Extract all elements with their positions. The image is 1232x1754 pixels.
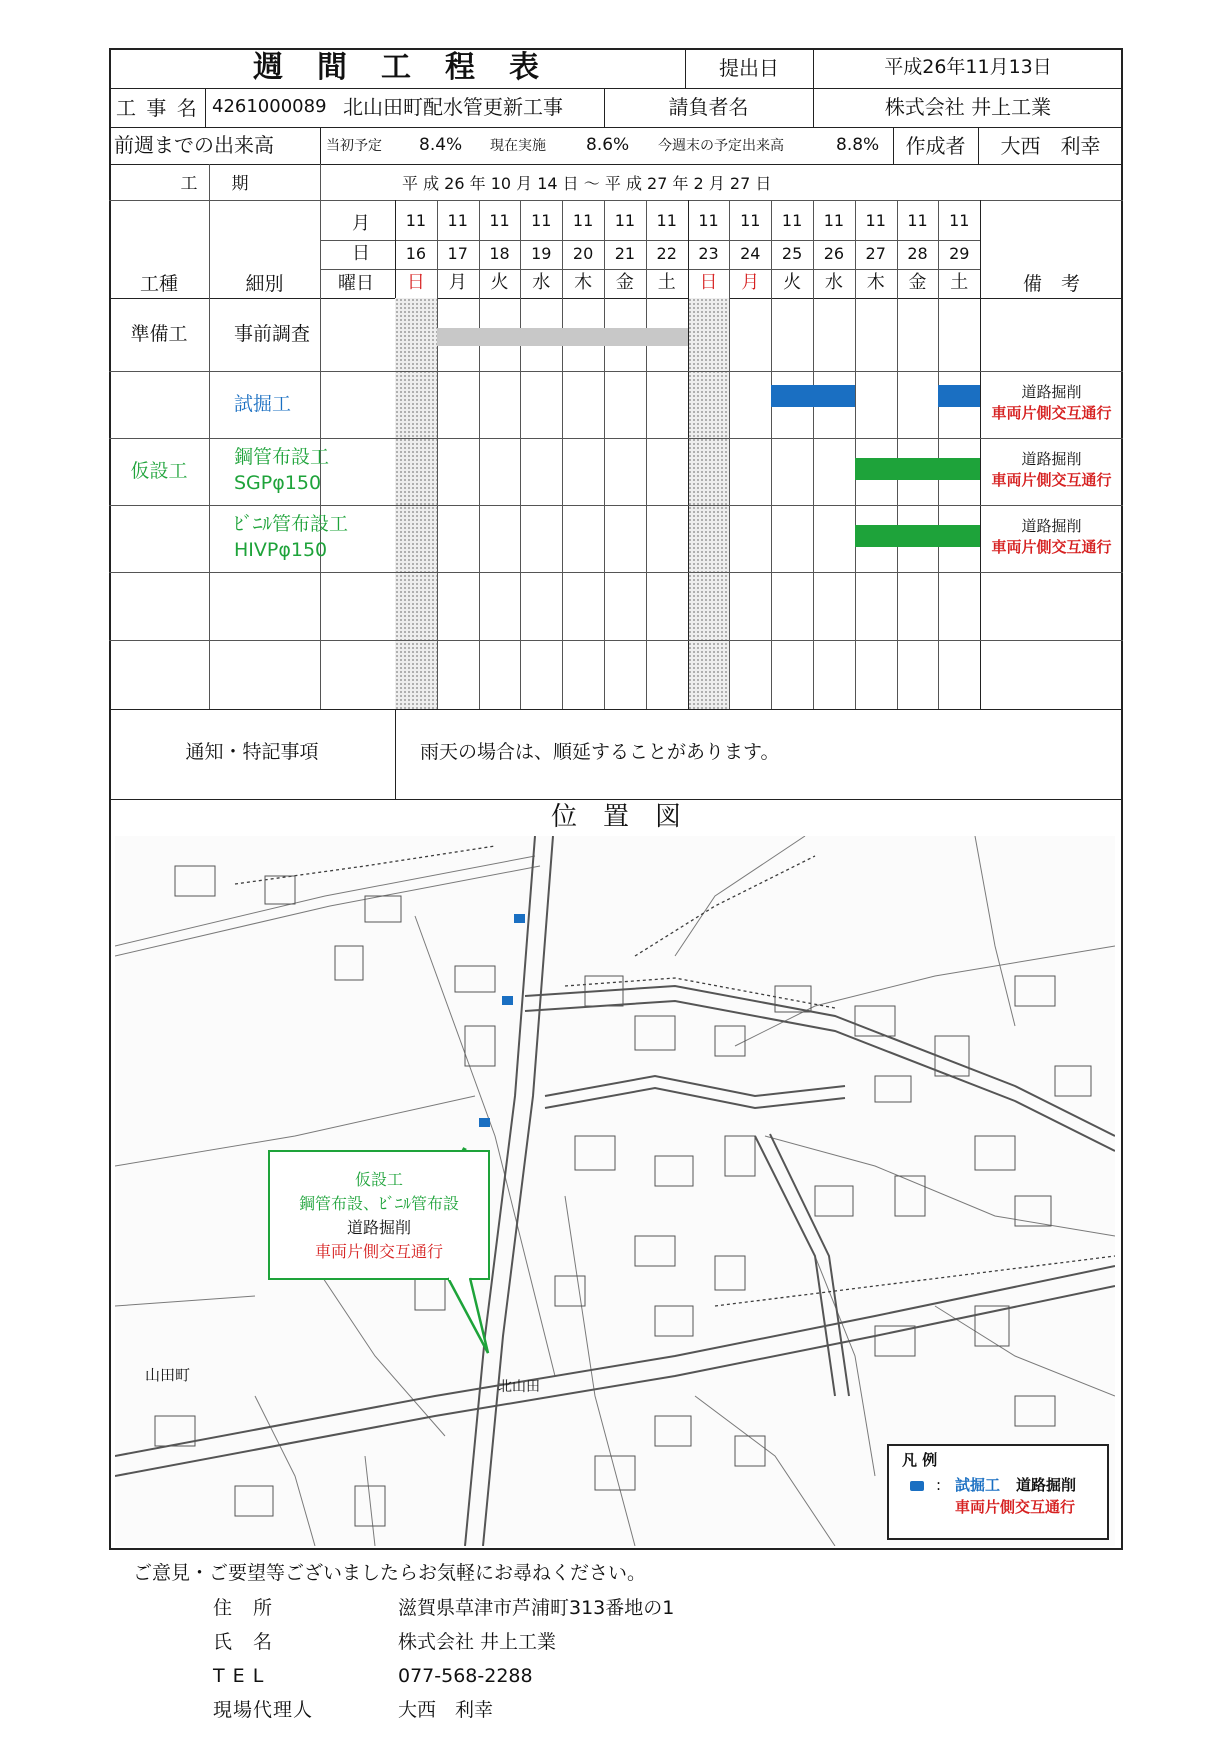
project-code: 4261000089	[212, 96, 327, 117]
day-cell: 27	[865, 244, 886, 263]
footer-value: 077-568-2288	[398, 1665, 533, 1687]
task-detail: 試掘工	[234, 392, 292, 415]
month-cell: 11	[740, 211, 761, 230]
task-row-line	[109, 572, 1123, 573]
day-cell: 18	[489, 244, 510, 263]
task-detail: 事前調査	[234, 322, 311, 345]
task-note-traffic: 車両片側交互通行	[991, 537, 1112, 556]
day-cell: 22	[656, 244, 677, 263]
footer-intro: ご意見・ご要望等ございましたらお気軽にお尋ねください。	[133, 1562, 647, 1584]
location-map	[115, 836, 1115, 1546]
gantt-bar	[437, 328, 688, 346]
weekday-cell: 土	[950, 272, 969, 293]
submit-date-label: 提出日	[719, 56, 779, 80]
callout-line-3: 道路掘削	[346, 1218, 411, 1237]
task-row-line	[109, 640, 1123, 641]
day-cell: 16	[405, 244, 427, 263]
task-type: 仮設工	[130, 459, 188, 482]
weekend-plan-label: 今週末の予定出来高	[658, 138, 784, 154]
weekday-cell: 月	[448, 272, 467, 293]
notice-label: 通知・特記事項	[185, 741, 319, 763]
day-cell: 26	[823, 244, 845, 263]
day-cell: 21	[614, 244, 636, 263]
period-value: 平 成 26 年 10 月 14 日 ～ 平 成 27 年 2 月 27 日	[402, 174, 772, 193]
footer-value: 株式会社 井上工業	[398, 1631, 557, 1653]
task-row-line	[109, 438, 1123, 439]
task-detail: 鋼管布設工	[234, 445, 330, 468]
footer-value: 滋賀県草津市芦浦町313番地の1	[398, 1597, 675, 1619]
notes-column-header: 備 考	[1022, 273, 1080, 295]
month-cell: 11	[405, 211, 427, 230]
month-cell: 11	[907, 211, 928, 230]
month-cell: 11	[531, 211, 552, 230]
month-cell: 11	[489, 211, 510, 230]
weekday-cell: 日	[699, 272, 718, 293]
weekday-cell: 月	[741, 272, 760, 293]
month-cell: 11	[447, 211, 468, 230]
month-cell: 11	[614, 211, 636, 230]
legend-item: 試掘工	[955, 1476, 1001, 1494]
holiday-shading	[688, 298, 730, 709]
place-label-yamadacho: 山田町	[145, 1366, 191, 1384]
legend-title: 凡 例	[902, 1451, 938, 1469]
weekday-cell: 火	[490, 272, 509, 293]
gantt-bar	[938, 385, 980, 407]
month-row-label: 月	[352, 213, 370, 234]
gantt-bar	[855, 525, 980, 547]
legend-item-3: 車両片側交互通行	[955, 1498, 1076, 1516]
document-title: 週 間 工 程 表	[253, 50, 541, 85]
contractor-label: 請負者名	[668, 95, 749, 119]
task-detail-spec: HIVPφ150	[234, 538, 328, 561]
month-cell: 11	[572, 211, 594, 230]
place-label-kitayamada: 北山田	[498, 1379, 540, 1395]
project-name: 北山田町配水管更新工事	[343, 95, 563, 119]
weekday-cell: 水	[532, 272, 551, 293]
task-detail: ﾋﾞﾆﾙ管布設工	[234, 512, 349, 535]
day-cell: 17	[447, 244, 468, 263]
day-row-label: 日	[352, 243, 370, 264]
footer-label: 氏 名	[213, 1631, 274, 1653]
footer-label: 住 所	[213, 1597, 274, 1619]
month-cell: 11	[949, 211, 970, 230]
month-cell: 11	[656, 211, 677, 230]
day-cell: 29	[949, 244, 970, 263]
weekday-cell: 土	[657, 272, 676, 293]
initial-plan-label: 当初予定	[326, 138, 382, 154]
day-cell: 20	[572, 244, 594, 263]
contractor-name: 株式会社 井上工業	[884, 95, 1052, 119]
weekday-cell: 木	[574, 272, 593, 293]
footer-label: T E L	[213, 1665, 265, 1687]
task-note-traffic: 車両片側交互通行	[991, 403, 1112, 422]
legend-swatch	[910, 1481, 924, 1491]
task-note-traffic: 車両片側交互通行	[991, 470, 1112, 489]
day-cell: 23	[698, 244, 719, 263]
actual-label: 現在実施	[490, 138, 546, 154]
notice-text: 雨天の場合は、順延することがあります。	[420, 741, 780, 763]
month-cell: 11	[823, 211, 845, 230]
month-cell: 11	[698, 211, 719, 230]
weekday-row-label: 曜日	[338, 273, 374, 294]
type-column-header: 工種	[139, 273, 178, 295]
detail-column-header: 細別	[245, 273, 284, 295]
task-note: 道路掘削	[1021, 449, 1082, 468]
month-cell: 11	[781, 211, 803, 230]
legend-item-2: 道路掘削	[1016, 1476, 1077, 1494]
day-cell: 19	[531, 244, 552, 263]
weekday-cell: 金	[908, 272, 927, 293]
task-type: 準備工	[130, 322, 188, 345]
project-label: 工 事 名	[116, 96, 199, 120]
weekday-cell: 金	[615, 272, 634, 293]
day-cell: 25	[781, 244, 803, 263]
author-name: 大西 利幸	[1000, 134, 1101, 158]
weekday-cell: 木	[866, 272, 885, 293]
footer-value: 大西 利幸	[398, 1699, 494, 1721]
author-label: 作成者	[905, 134, 966, 158]
legend-colon: :	[936, 1476, 942, 1494]
task-row-line	[109, 505, 1123, 506]
callout-line-1: 仮設工	[354, 1170, 403, 1189]
month-cell: 11	[865, 211, 886, 230]
task-note: 道路掘削	[1021, 516, 1082, 535]
task-note: 道路掘削	[1021, 382, 1082, 401]
day-cell: 24	[740, 244, 761, 263]
submit-date: 平成26年11月13日	[884, 56, 1052, 78]
map-title: 位 置 図	[550, 802, 681, 832]
progress-label: 前週までの出来高	[114, 133, 274, 157]
weekday-cell: 水	[824, 272, 843, 293]
gantt-bar	[855, 458, 980, 480]
weekend-plan-value: 8.8%	[836, 135, 880, 155]
period-label: 工 期	[180, 174, 249, 194]
weekday-cell: 日	[406, 272, 425, 293]
gantt-bar	[771, 385, 855, 407]
initial-plan-value: 8.4%	[419, 135, 463, 155]
holiday-shading	[395, 298, 437, 709]
task-detail-spec: SGPφ150	[234, 471, 322, 494]
task-row-line	[109, 371, 1123, 372]
footer-label: 現場代理人	[213, 1699, 314, 1721]
callout-pointer	[440, 1277, 500, 1357]
callout-line-4: 車両片側交互通行	[314, 1242, 443, 1261]
day-cell: 28	[907, 244, 928, 263]
actual-value: 8.6%	[586, 135, 630, 155]
callout-line-2: 鋼管布設、ﾋﾞﾆﾙ管布設	[298, 1194, 459, 1213]
weekday-cell: 火	[783, 272, 802, 293]
